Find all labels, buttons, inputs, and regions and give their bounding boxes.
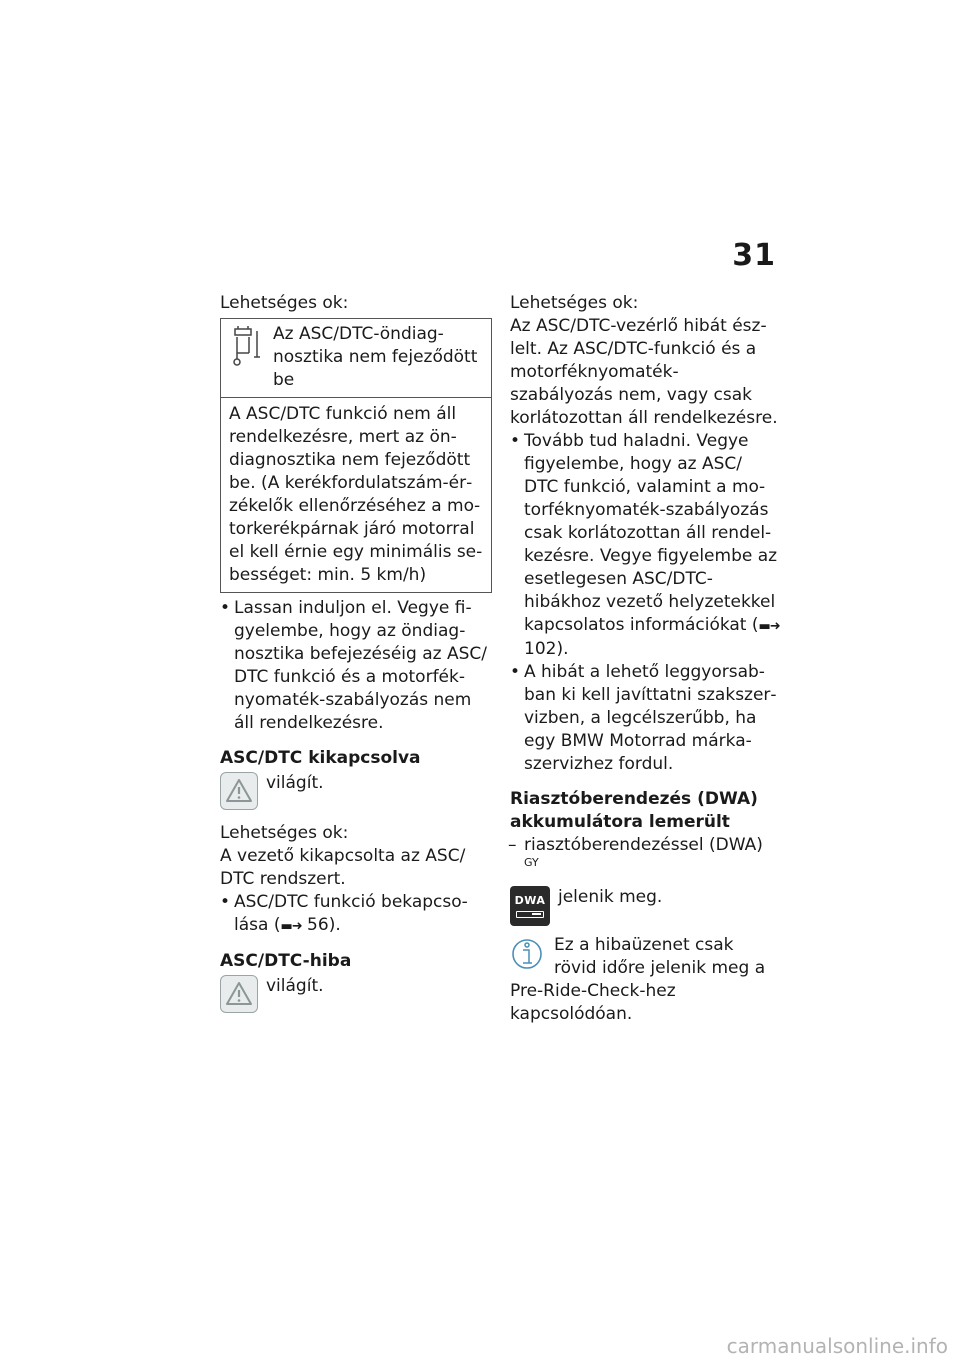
section-heading: Riasztóberendezés (DWA) akkumulátora lemerült — [510, 789, 758, 832]
diagnostic-box-text: A ASC/DTC funkció nem áll rendelkezésre, mert az öndiagnosztika nem fejeződött be. (A kerékfordulatszám-érzékelők ellenőrzéséhez a motorkerékpárnak járó motorral el kell érnie egy minimális sebességet: min. 5 km/h) — [229, 404, 483, 585]
dwa-battery-icon — [510, 886, 550, 926]
section-heading: ASC/DTC kikapcsolva — [220, 748, 421, 768]
engine-diagnostic-icon — [229, 323, 265, 371]
diagnostic-box-body — [221, 397, 491, 592]
dwa-icon-label: DWA — [514, 893, 546, 907]
page-reference-arrow-icon: ▬➜ — [280, 919, 302, 934]
warning-row — [220, 975, 492, 1013]
info-icon-wrapper — [510, 934, 546, 978]
page-reference-link[interactable]: 102 — [524, 639, 557, 659]
dash-icon: – — [508, 835, 517, 855]
diagnostic-box — [220, 318, 492, 593]
list-item — [220, 891, 492, 938]
bullet-icon: • — [220, 892, 231, 912]
right-column — [510, 292, 780, 1026]
bullet-icon: • — [510, 662, 521, 682]
list-item-text: Lassan induljon el. Vegye figyelembe, hogy az öndiagnosztika befejezéséig az ASC/ DTC funkció és a motorféknyomaték-szabályozás nem áll rendelkezésre. — [234, 598, 487, 733]
page-reference-link[interactable]: 56 — [307, 915, 329, 935]
footer-watermark: carmanualsonline.info — [726, 1334, 948, 1358]
list-item-text-end: ). — [556, 639, 569, 659]
dwa-status-text: jelenik meg. — [558, 887, 663, 907]
warning-status-text: világít. — [266, 976, 324, 996]
cause-text: Az ASC/DTC-vezérlő hibát észlelt. Az ASC/DTC-funkció és a motorféknyomaték-szabályozás nem, vagy csak korlátozottan áll rendelkezésre. — [510, 316, 778, 428]
diagnostic-box-title: Az ASC/DTC-öndiagnosztika nem fejeződött be — [273, 324, 478, 390]
list-item-text: riasztóberendezéssel (DWA) — [524, 835, 763, 855]
cause-label: Lehetséges ok: — [220, 823, 349, 843]
info-icon — [510, 934, 546, 974]
bullet-icon: • — [220, 598, 231, 618]
list-item — [510, 661, 780, 776]
list-item-text-end: ). — [328, 915, 341, 935]
page-reference-arrow-icon: ▬➜ — [758, 619, 780, 634]
dwa-icon-wrapper — [510, 886, 550, 926]
dwa-row — [510, 886, 780, 926]
warning-icon-wrapper — [220, 975, 258, 1013]
diagnostic-box-header — [221, 319, 491, 397]
list-item — [510, 834, 780, 880]
list-item — [220, 597, 492, 735]
general-warning-icon — [220, 772, 258, 810]
battery-shape — [516, 911, 544, 918]
warning-status-text: világít. — [266, 773, 324, 793]
page-number: 31 — [732, 238, 776, 273]
cause-label: Lehetséges ok: — [220, 293, 349, 313]
equipment-superscript: GY — [524, 856, 539, 869]
cause-label: Lehetséges ok: — [510, 293, 639, 313]
section-heading: ASC/DTC-hiba — [220, 951, 352, 971]
list-item-text: A hibát a lehető leggyorsabban ki kell javíttatni szakszervizben, a legcélszerűbb, ha egy BMW Motorrad márkaszervizhez fordul. — [524, 662, 777, 774]
warning-icon-wrapper — [220, 772, 258, 810]
list-item — [510, 430, 780, 661]
general-warning-icon — [220, 975, 258, 1013]
info-note — [510, 934, 780, 1026]
warning-row — [220, 772, 492, 810]
left-column — [220, 292, 492, 1013]
info-note-text: Ez a hibaüzenet csak rövid időre jelenik meg a Pre-Ride-Check-hez kapcsolódóan. — [510, 935, 766, 1024]
list-item-text: ASC/DTC funkció bekapcsolása ( — [234, 892, 468, 935]
list-item-text: Tovább tud haladni. Vegye figyelembe, hogy az ASC/ DTC funkció, valamint a motorféknyomaték-szabályozás csak korlátozottan áll rendelkezésre. Vegye figyelembe az esetlegesen ASC/DTC-hibákhoz vezető helyzetekkel kapcsolatos információkat ( — [524, 431, 778, 635]
cause-text: A vezető kikapcsolta az ASC/ DTC rendszert. — [220, 846, 466, 889]
bullet-icon: • — [510, 431, 521, 451]
